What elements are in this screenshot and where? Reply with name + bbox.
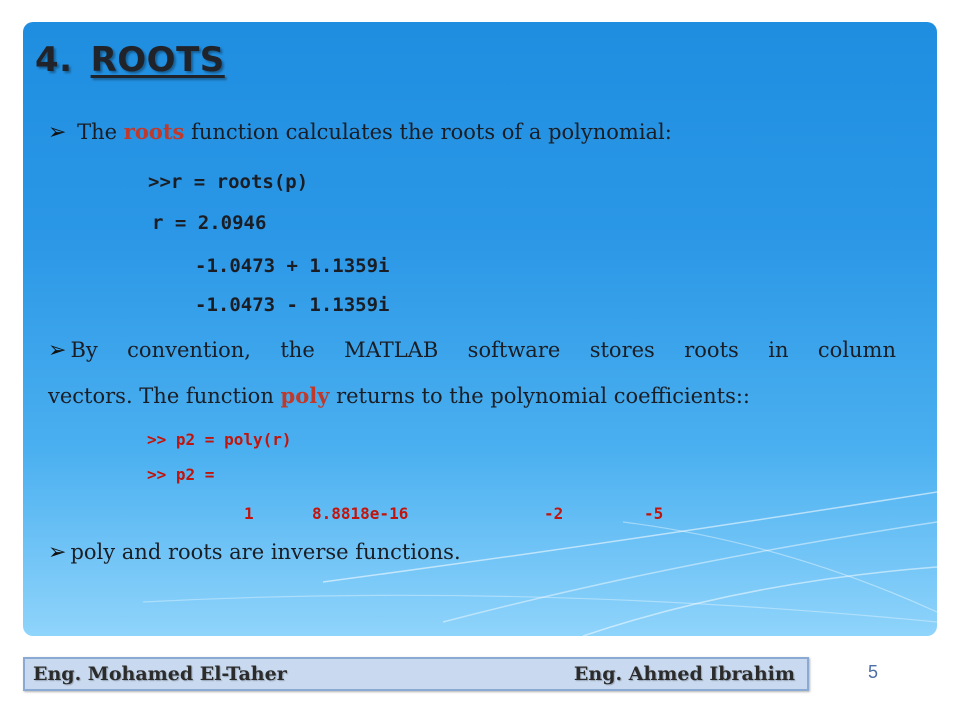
roots-keyword: roots: [123, 119, 185, 144]
poly-result-value-1: 1: [244, 504, 254, 523]
bullet1-suffix: function calculates the roots of a polynomial:: [191, 120, 672, 144]
poly-result-value-3: -2: [544, 504, 564, 523]
poly-command: >> p2 = poly(r): [147, 430, 292, 449]
title-word: ROOTS: [90, 40, 225, 80]
bullet-arrow-icon: ➢: [48, 338, 67, 363]
bullet-arrow-icon: ➢: [48, 120, 67, 145]
poly-keyword: poly: [280, 383, 330, 408]
bullet2-line2-suffix: returns to the polynomial coefficients::: [336, 384, 751, 408]
footer-author-left: Eng. Mohamed El-Taher: [33, 663, 287, 685]
root-complex-1: -1.0473 + 1.1359i: [195, 255, 390, 277]
footer-bar: [23, 657, 809, 691]
bullet1-prefix: The: [77, 120, 118, 144]
footer-author-right: Eng. Ahmed Ibrahim: [573, 663, 795, 685]
poly-result-value-4: -5: [644, 504, 664, 523]
bullet2-line2-prefix: vectors. The function: [48, 384, 274, 408]
bullet-inverse-functions: [48, 540, 461, 565]
page-number: 5: [868, 662, 879, 682]
bullet3-text: poly and roots are inverse functions.: [70, 540, 461, 564]
bullet-arrow-icon: ➢: [48, 540, 67, 565]
roots-result-line: r = 2.0946: [152, 212, 267, 234]
roots-command: >>r = roots(p): [148, 171, 309, 193]
title-number: 4.: [35, 40, 73, 80]
bullet-convention-line2: [48, 383, 750, 408]
poly-result-value-2: 8.8818e-16: [312, 504, 409, 523]
slide-title: [35, 40, 225, 80]
poly-result-label: >> p2 =: [147, 465, 215, 484]
bullet-roots-description: [48, 119, 672, 145]
root-complex-2: -1.0473 - 1.1359i: [195, 294, 390, 316]
bullet2-line1: By convention, the MATLAB software stores roots in column: [70, 338, 896, 362]
bullet-convention-line1: [48, 338, 896, 363]
